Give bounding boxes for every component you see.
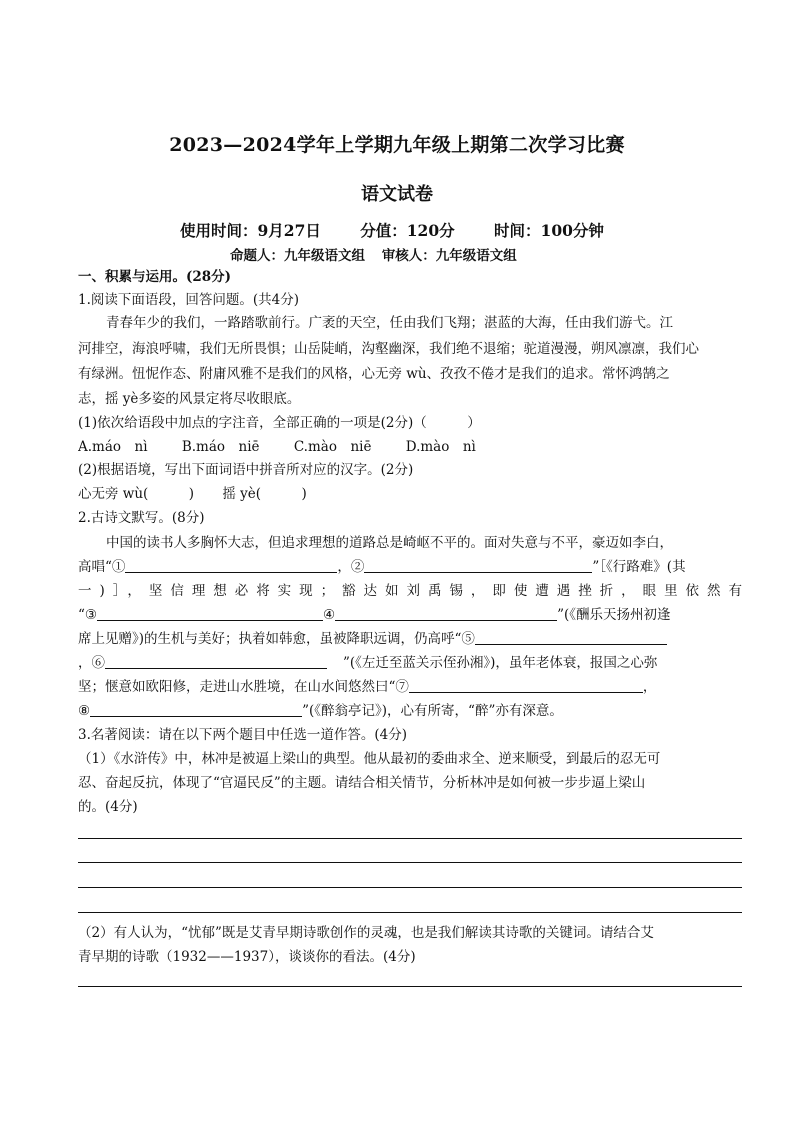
total-score: 分值：120分: [360, 221, 455, 240]
answer-line[interactable]: [78, 887, 742, 888]
q2-line-blanks-5: 坚；惬意如欧阳修，走进山水胜境，在山水间悠然曰“⑦ ，: [78, 679, 657, 695]
q1-stem: 1.阅读下面语段，回答问题。(共4分): [78, 292, 300, 308]
q2-line-blanks-2: “③ ④ ”(《酬乐天扬州初逢: [78, 607, 671, 623]
usage-date: 使用时间：9月27日: [180, 221, 321, 240]
answer-line[interactable]: [78, 862, 742, 863]
q3-part1-line: 忍、奋起反抗，体现了“官逼民反”的主题。请结合相关情节，分析林冲是如何被一步步逼上梁山: [78, 775, 646, 791]
answer-slot-ye[interactable]: 摇 yè( ): [222, 486, 307, 502]
blank-7[interactable]: [409, 677, 643, 693]
q3-part1-line: 的。(4分): [78, 799, 138, 815]
q3-stem: 3.名著阅读：请在以下两个题目中任选一道作答。(4分): [78, 727, 408, 743]
answer-slot-wu[interactable]: 心无旁 wù( ): [78, 486, 195, 502]
blank-5[interactable]: [475, 629, 667, 645]
exam-title: 2023—2024学年上学期九年级上期第二次学习比赛: [169, 134, 625, 156]
q2-line-blanks-4: ，⑥ ”(《左迁至蓝关示侄孙湘》)，虽年老体衰，报国之心弥: [78, 655, 658, 671]
q2-line: 一)］，坚信理想必将实现；豁达如刘禹锡，即使遭遇挫折，眼里依然有: [78, 583, 742, 599]
q2-line-blanks-3: 席上见赠》)的生机与美好；执着如韩愈，虽被降职远调，仍高呼“⑤: [78, 628, 742, 650]
exam-duration: 时间：100分钟: [494, 221, 604, 240]
blank-2[interactable]: [364, 557, 592, 573]
q1-passage-line: 青春年少的我们，一路踏歌前行。广袤的天空，任由我们飞翔；湛蓝的大海，任由我们游弋。江: [106, 315, 673, 331]
option-c[interactable]: C.mào niē: [293, 439, 372, 455]
option-b[interactable]: B.máo niē: [181, 439, 260, 455]
q2-line: 中国的读书人多胸怀大志，但追求理想的道路总是崎岖不平的。面对失意与不平，豪迈如李白，: [106, 535, 673, 551]
option-a[interactable]: A.máo nì: [78, 439, 148, 455]
q1-passage-line: 河排空，海浪呼啸，我们无所畏惧；山岳陡峭，沟壑幽深，我们绝不退缩；驼道漫漫，朔风凛凛，我们心: [78, 341, 699, 357]
exam-meta: [180, 219, 638, 241]
exam-subtitle: 语文试卷: [361, 184, 433, 205]
blank-3[interactable]: [97, 605, 323, 621]
q1-options: [78, 436, 742, 458]
exam-authors: [230, 244, 529, 264]
q2-line-blanks-1: 高唱“① ，② ”［《行路难》(其: [78, 559, 686, 575]
blank-4[interactable]: [335, 605, 557, 621]
blank-8[interactable]: [90, 701, 302, 717]
q1-passage-line: 志，摇 yè多姿的风景定将尽收眼底。: [78, 391, 301, 407]
q1-sub2-items: [78, 483, 742, 505]
q2-line-blanks-6: ⑧ ”(《醉翁亭记》)，心有所寄，“醉”亦有深意。: [78, 703, 563, 719]
answer-line[interactable]: [78, 838, 742, 839]
q2-stem-text: 2.古诗文默写。(8分): [78, 510, 205, 526]
reviewer: 审核人：九年级语文组: [381, 248, 517, 264]
q1-sub1: (1)依次给语段中加点的字注音，全部正确的一项是(2分)（ ）: [78, 415, 481, 431]
blank-1[interactable]: [125, 557, 337, 573]
q3-part2-line: 青早期的诗歌（1932——1937），谈谈你的看法。(4分): [78, 949, 416, 965]
option-d[interactable]: D.mào nì: [405, 439, 476, 455]
section-heading: 一、积累与运用。(28分): [78, 269, 232, 285]
q3-part2-line: （2）有人认为，“忧郁”既是艾青早期诗歌创作的灵魂，也是我们解读其诗歌的关键词。请结合艾: [78, 925, 654, 941]
answer-line[interactable]: [78, 986, 742, 987]
blank-6[interactable]: [105, 653, 327, 669]
q1-sub2: (2)根据语境，写出下面词语中拼音所对应的汉字。(2分): [78, 462, 414, 478]
answer-line[interactable]: [78, 912, 742, 913]
q1-passage-line: 有绿洲。忸怩作态、附庸风雅不是我们的风格，心无旁 wù、孜孜不倦才是我们的追求。常怀鸿鹄之: [78, 366, 670, 382]
q3-part1-line: （1）《水浒传》中，林冲是被逼上梁山的典型。他从最初的委曲求全、逆来顺受，到最后的忍无可: [78, 751, 661, 767]
setter: 命题人：九年级语文组: [230, 248, 365, 264]
